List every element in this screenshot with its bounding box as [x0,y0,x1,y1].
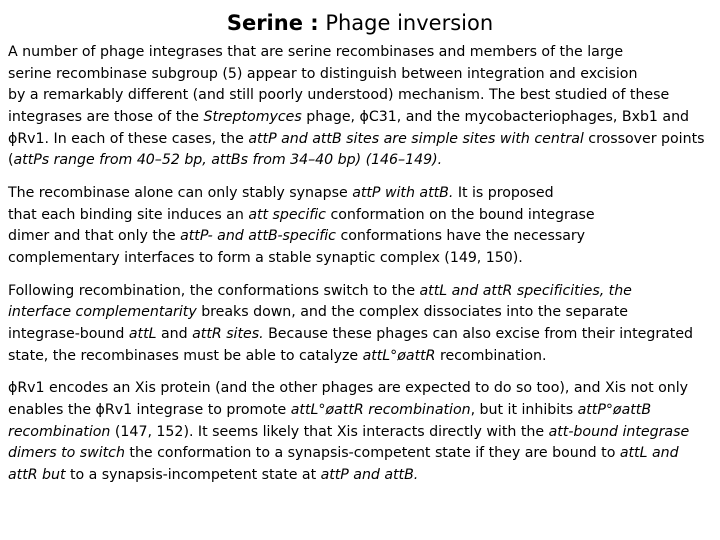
text-run: phage, ϕC31, and the mycobacteriophages, Bxb1 and [301,109,690,126]
text-run: Because these phages can also excise from their integrated [263,326,694,343]
italic-text: attPs range from 40–52 bp, attBs from 34–40 bp) (146–149). [13,152,443,169]
text-run: ϕRv1. In each of these cases, the [8,130,249,147]
text-run: (147, 152). It seems likely that Xis interacts directly with the [110,423,549,440]
italic-text: attP with attB. [352,185,454,202]
text-run: Following recombination, the conformations switch to the [8,282,420,299]
text-run: recombination. [435,347,547,364]
text-run: ϕRv1 encodes an Xis protein (and the other phages are expected to do so too), and Xis not only [8,380,689,397]
text-run: breaks down, and the complex dissociates into the separate [196,304,628,321]
italic-text: attP°øattB [577,401,652,418]
text-line [8,346,714,368]
text-line [8,465,714,487]
text-run: state, the recombinases must be able to catalyze [8,347,363,364]
text-run: to a synapsis-incompetent state at [65,467,321,484]
text-line [8,42,714,64]
text-run: The recombinase alone can only stably synapse [8,185,353,202]
text-line [8,129,714,151]
text-run: enables the ϕRv1 integrase to promote [8,401,291,418]
text-line [8,85,714,107]
italic-text: recombination [8,423,111,440]
text-run: It is proposed [453,185,554,202]
italic-text: interface complementarity [8,304,197,321]
paragraph-3 [8,281,714,368]
text-run: integrases are those of the [8,109,204,126]
italic-text: att-bound integrase [548,423,690,440]
text-run: crossover points [583,130,705,147]
italic-text: attP and attB. [320,467,419,484]
text-run: that each binding site induces an [8,206,249,223]
text-run: conformations have the necessary [335,228,586,245]
italic-text: attP and attB sites are simple sites with central [248,130,584,147]
text-run: by a remarkably different (and still poorly understood) mechanism. The best studied of these [8,87,670,104]
text-run: the conformation to a synapsis-competent state if they are bound to [124,445,620,462]
italic-text: att specific [248,206,326,223]
text-line [8,302,714,324]
italic-text: attR sites. [192,326,264,343]
text-line [8,281,714,303]
slide-title [0,10,720,36]
text-line [8,422,714,444]
italic-text: attL and [619,445,679,462]
text-run: A number of phage integrases that are serine recombinases and members of the large [8,44,624,60]
title-bold: Serine : [226,11,319,35]
text-line [8,205,714,227]
italic-text: attL°øattR [362,347,436,364]
italic-text: attL [128,326,157,343]
text-line [8,183,714,205]
text-line [8,150,714,172]
text-line [8,443,714,465]
text-line [8,226,714,248]
text-line [8,248,714,270]
text-line [8,64,714,86]
italic-text: attP- and attB-specific [180,228,336,245]
text-line [8,324,714,346]
italic-text: attL and attR specificities, the [419,282,632,299]
text-line [8,400,714,422]
paragraph-1 [8,42,714,172]
text-run: complementary interfaces to form a stable synaptic complex (149, 150). [8,250,523,267]
text-run: serine recombinase subgroup (5) appear to distinguish between integration and excision [8,65,638,82]
text-run: dimer and that only the [8,228,181,245]
paragraph-2 [8,183,714,270]
italic-text: Streptomyces [203,109,302,126]
italic-text: dimers to switch [8,445,125,462]
italic-text: attL°øattR recombination [290,401,471,418]
title-rest: Phage inversion [318,11,494,35]
text-run: , but it inhibits [470,401,578,418]
paragraph-4 [8,378,714,486]
text-run: conformation on the bound integrase [325,206,595,223]
slide-body [8,42,714,498]
text-line [8,107,714,129]
text-run: integrase-bound [8,326,129,343]
text-line [8,378,714,400]
italic-text: attR but [8,467,66,484]
text-run: and [156,326,193,343]
text-run: ( [8,152,14,169]
